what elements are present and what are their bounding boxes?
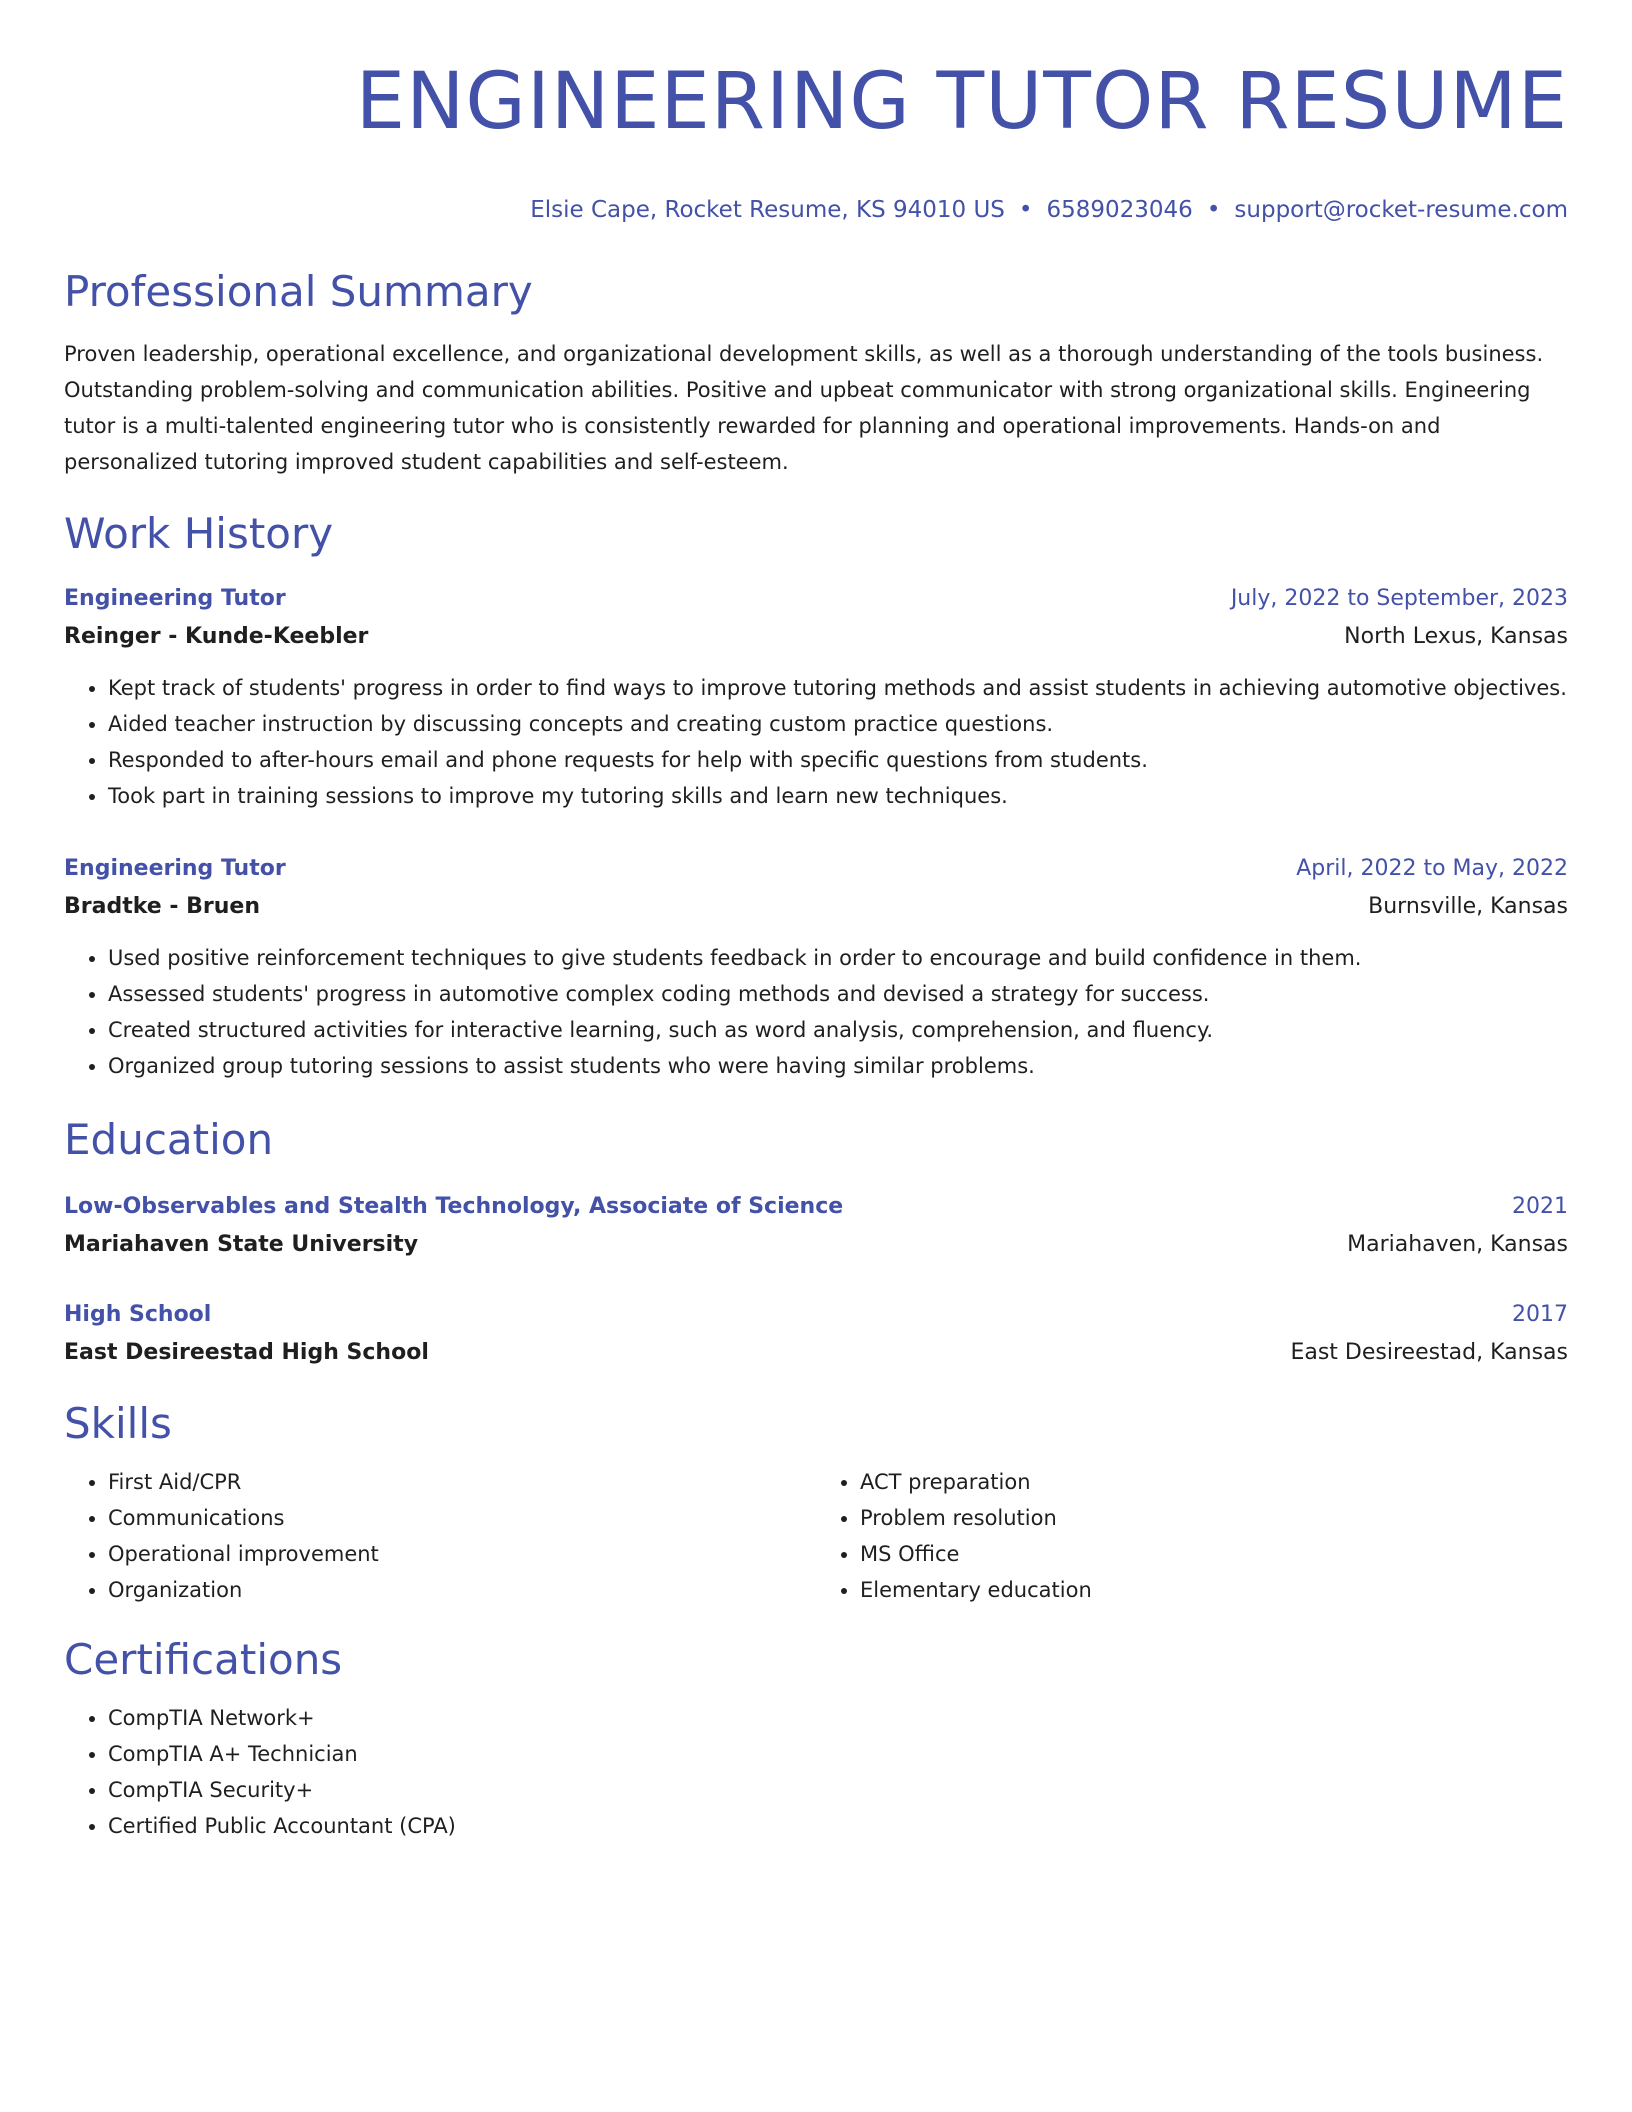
list-item: • Kept track of students' progress in order to find ways to improve tutoring methods and assist students in achieving automotive objectives. [108, 670, 1568, 706]
job-header-row [64, 580, 1568, 618]
education-school-row [64, 1226, 1568, 1264]
job-company: Reinger - Kunde-Keebler [64, 624, 369, 649]
list-item: • CompTIA A+ Technician [108, 1736, 1568, 1772]
skills-grid [64, 1464, 1568, 1608]
list-item: • CompTIA Network+ [108, 1700, 1568, 1736]
contact-phone: 6589023046 [1046, 197, 1193, 223]
job-dates: July, 2022 to September, 2023 [1230, 586, 1568, 611]
job-company-row [64, 888, 1568, 926]
list-item: • Created structured activities for interactive learning, such as word analysis, comprehension, and fluency. [108, 1012, 1568, 1048]
education-location: East Desireestad, Kansas [1290, 1340, 1568, 1365]
job-bullets [64, 670, 1568, 814]
list-item: • Problem resolution [860, 1500, 1568, 1536]
skills-list-right [816, 1464, 1568, 1608]
contact-separator: • [1206, 197, 1221, 223]
education-entry [64, 1296, 1568, 1372]
job-role: Engineering Tutor [64, 586, 286, 611]
education-degree: Low-Observables and Stealth Technology, Associate of Science [64, 1194, 844, 1219]
contact-address: Elsie Cape, Rocket Resume, KS 94010 US [530, 197, 1005, 223]
job-bullets [64, 940, 1568, 1084]
contact-separator: • [1018, 197, 1033, 223]
education-entry [64, 1188, 1568, 1264]
education-school: East Desireestad High School [64, 1340, 429, 1365]
education-heading: Education [64, 1115, 274, 1164]
education-degree-row [64, 1188, 1568, 1226]
contact-line [64, 194, 1568, 226]
contact-email: support@rocket-resume.com [1234, 197, 1568, 223]
skills-list-left [64, 1464, 816, 1608]
list-item: • CompTIA Security+ [108, 1772, 1568, 1808]
list-item: • Certified Public Accountant (CPA) [108, 1808, 1568, 1844]
job-company-row [64, 618, 1568, 656]
education-school: Mariahaven State University [64, 1232, 419, 1257]
list-item: • Aided teacher instruction by discussing concepts and creating custom practice questions. [108, 706, 1568, 742]
list-item: • Organization [108, 1572, 816, 1608]
job-header-row [64, 850, 1568, 888]
list-item: • Communications [108, 1500, 816, 1536]
job-location: Burnsville, Kansas [1368, 894, 1568, 919]
list-item: • Assessed students' progress in automotive complex coding methods and devised a strategy for success. [108, 976, 1568, 1012]
job-entry [64, 580, 1568, 814]
job-company: Bradtke - Bruen [64, 894, 261, 919]
list-item: • First Aid/CPR [108, 1464, 816, 1500]
list-item: • Responded to after-hours email and phone requests for help with specific questions from students. [108, 742, 1568, 778]
skills-heading: Skills [64, 1399, 172, 1448]
job-dates: April, 2022 to May, 2022 [1296, 856, 1568, 881]
resume-title: ENGINEERING TUTOR RESUME [355, 57, 1568, 147]
list-item: • MS Office [860, 1536, 1568, 1572]
summary-heading: Professional Summary [64, 267, 533, 316]
list-item: • Operational improvement [108, 1536, 816, 1572]
education-school-row [64, 1334, 1568, 1372]
job-role: Engineering Tutor [64, 856, 286, 881]
work-history-heading: Work History [64, 509, 334, 558]
education-year: 2017 [1512, 1302, 1568, 1327]
certifications-heading: Certifications [64, 1635, 343, 1684]
education-degree-row [64, 1296, 1568, 1334]
list-item: • Elementary education [860, 1572, 1568, 1608]
summary-text: Proven leadership, operational excellence, and organizational development skills, as well as a thorough understanding of the tools business. Outstanding problem-solving and communication abilities. Positive and upbeat communicator with strong organizational skills. Engineering tutor is a multi-talented engineering tutor who is consistently rewarded for planning and operational improvements. Hands-on and personalized tutoring improved student capabilities and self-esteem. [64, 342, 1544, 474]
list-item: • Took part in training sessions to improve my tutoring skills and learn new techniques. [108, 778, 1568, 814]
education-degree: High School [64, 1302, 212, 1327]
education-year: 2021 [1512, 1194, 1568, 1219]
skills-column-right [816, 1464, 1568, 1608]
list-item: • ACT preparation [860, 1464, 1568, 1500]
list-item: • Organized group tutoring sessions to assist students who were having similar problems. [108, 1048, 1568, 1084]
education-location: Mariahaven, Kansas [1347, 1232, 1568, 1257]
job-entry [64, 850, 1568, 1084]
certifications-list [64, 1700, 1568, 1844]
skills-column-left [64, 1464, 816, 1608]
job-location: North Lexus, Kansas [1344, 624, 1568, 649]
list-item: • Used positive reinforcement techniques to give students feedback in order to encourage and build confidence in them. [108, 940, 1568, 976]
